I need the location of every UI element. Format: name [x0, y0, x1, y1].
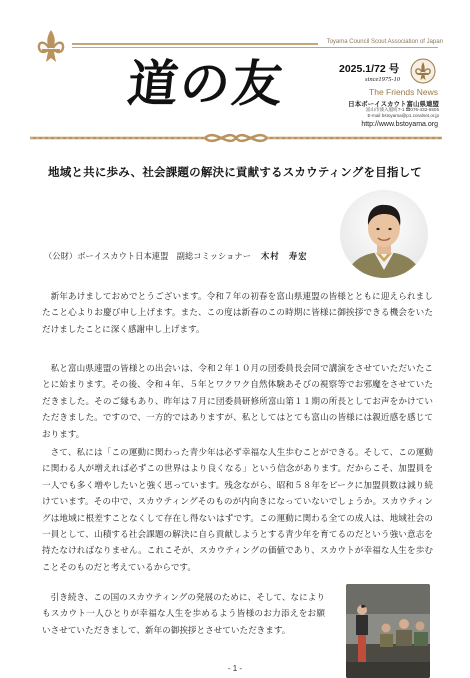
newsletter-title: 道の友 — [124, 54, 288, 113]
author-portrait — [340, 190, 428, 278]
paragraph-2: 私と富山県連盟の皆様との出会いは、令和２年１０月の団委員長会同で講演をさせていただいたことに始まります。その後、令和４年、５年とワクワク自然体験あそびの視察等でお邪魔をさせていただきました。そのご縁もあり、昨年は７月に団委員研修所富山第１１期の所長としてお声をかけていただきました。ですので、一方的ではありますが、私としてはとても富山の皆様には親近感を感じております。 — [42, 364, 433, 440]
author-role: （公財）ボーイスカウト日本連盟 副総コミッショナー — [44, 251, 252, 261]
author-byline — [44, 250, 308, 262]
scout-emblem-icon — [410, 58, 436, 84]
address-text: 富山市湊入船町7-1 ☎076-432-6505 — [365, 107, 439, 112]
organization-name: 日本ボーイスカウト富山県連盟 — [348, 100, 439, 108]
paragraph-1: 新年あけましておめでとうございます。令和７年の初春を富山県連盟の皆様とともに迎えられましたこと心よりお慶び申し上げます。また、この度は新春のこの時期に皆様に御挨拶できる機会をいただけましたことに深く感謝申し上げます。 — [42, 292, 433, 335]
since-year: since1975-10 — [365, 76, 401, 83]
rope-divider — [30, 130, 442, 146]
association-english-name: Toyama Council Scout Association of Japan — [318, 39, 443, 45]
author-name: 木村 寿宏 — [261, 251, 308, 261]
paragraph-4: 引き続き、この国のスカウティングの発展のために、そして、なによりもスカウト一人ひとりが幸福な人生を歩めるよう皆様のお力添えをお願いさせていただきまして、新年の御挨拶とさせていただきます。 — [42, 593, 325, 636]
email-text: E-mail bstoyama@p1.coralnet.or.jp — [367, 112, 439, 118]
article-headline: 地域と共に歩み、社会課題の解決に貢献するスカウティングを目指して — [48, 165, 422, 179]
fleur-de-lis-icon — [36, 28, 66, 68]
page-number: - 1 - — [227, 664, 243, 673]
contact-block — [331, 107, 439, 118]
header-rule-thin — [72, 47, 438, 48]
issue-number: 2025.1/72 号 — [339, 63, 400, 75]
paragraph-3: さて、私には「この運動に関わった青少年は必ず幸福な人生歩むことができる。そして、この運動に関わる人が増えれば必ずこの世界はより良くなる」という信念があります。だからこそ、加盟員を一人でも多く増やしたいと強く思っています。残念ながら、昭和５８年をピークに加盟員数は減り続けています。その中で、スカウティングそのものが内向きになっていないでしょうか。スカウティングは地域に根差すことなくして存在し得ないはずです。この運動に関わる全ての成人は、地域社会の一員として、山積する社会課題の解決に自ら貢献しようとする青少年を育てるのだという強い意志を持たなければなりません。これこそが、スカウティングの価値であり、スカウトが幸福な人生を歩むことそのものだと考えているからです。 — [42, 448, 433, 573]
friends-news-label: The Friends News — [369, 87, 438, 97]
website-link[interactable]: http://www.bstoyama.org — [361, 121, 438, 128]
